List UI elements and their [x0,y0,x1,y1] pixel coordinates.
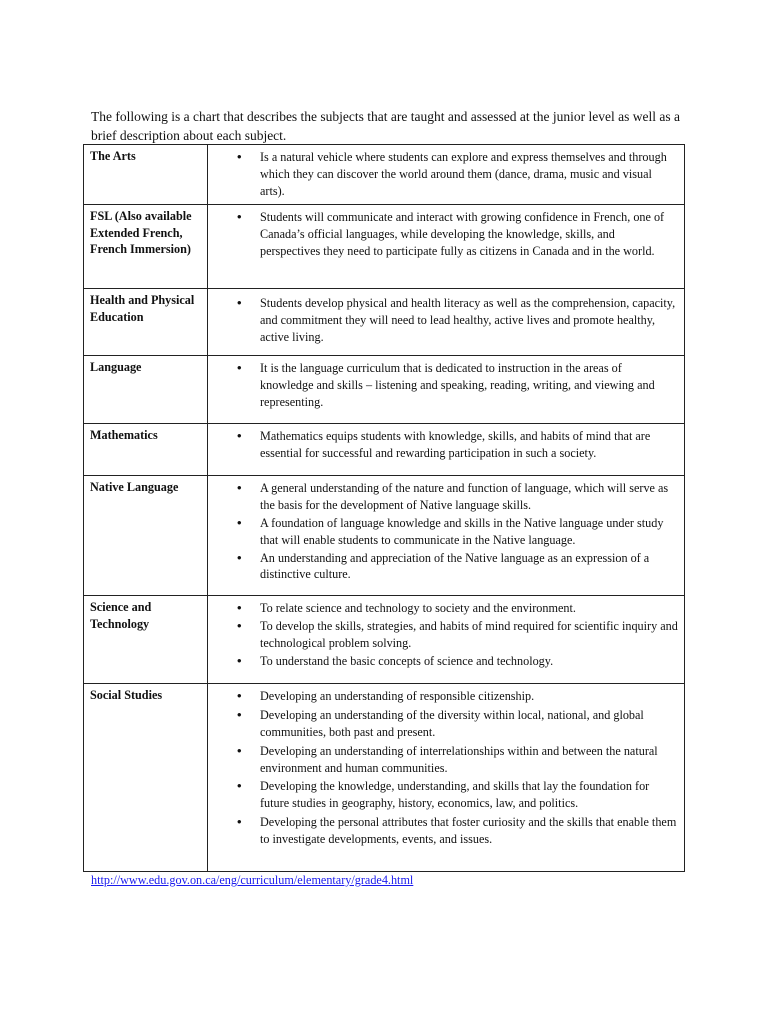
subject-name: FSL (Also available Extended French, French Immersion) [84,205,208,289]
subject-description [208,424,685,476]
table-row [84,596,685,684]
table-row [84,356,685,424]
list-item: • Developing an understanding of responsible citizenship. [260,688,678,705]
bullet-list [236,688,678,847]
bullet-list [236,480,678,583]
bullet-list [236,295,678,345]
subject-description [208,684,685,872]
list-item: • Developing an understanding of interrelationships within and between the natural environment and human communities. [260,743,678,777]
subject-description [208,289,685,356]
subject-name: Mathematics [84,424,208,476]
list-item: • To understand the basic concepts of science and technology. [260,653,678,670]
bullet-list [236,360,678,410]
bullet-list [236,600,678,669]
list-item: • An understanding and appreciation of the Native language as an expression of a distinctive culture. [260,550,678,584]
list-item: • Students will communicate and interact with growing confidence in French, one of Canada’s official languages, while developing the knowledge, skills, and perspectives they need to participate fully as citizens in Canada and in the world. [260,209,678,259]
list-item: • A foundation of language knowledge and skills in the Native language under study that will enable students to communicate in the Native language. [260,515,678,549]
intro-paragraph: The following is a chart that describes the subjects that are taught and assessed at the junior level as well as a brief description about each subject. [91,108,680,143]
bullet-list [236,149,678,199]
bullet-list [236,209,678,259]
subject-name: Native Language [84,476,208,596]
subject-name: Language [84,356,208,424]
bullet-list [236,428,678,462]
list-item: • Mathematics equips students with knowledge, skills, and habits of mind that are essential for successful and rewarding participation in such a society. [260,428,678,462]
table-row [84,476,685,596]
source-link[interactable]: http://www.edu.gov.on.ca/eng/curriculum/elementary/grade4.html [91,873,414,887]
subject-name: Social Studies [84,684,208,872]
subject-description [208,145,685,205]
table-row [84,424,685,476]
table-row [84,205,685,289]
list-item: • To relate science and technology to society and the environment. [260,600,678,617]
list-item: • A general understanding of the nature and function of language, which will serve as the basis for the development of Native language skills. [260,480,678,514]
table-row [84,684,685,872]
subjects-table [83,144,685,872]
subject-description [208,205,685,289]
list-item: • To develop the skills, strategies, and habits of mind required for scientific inquiry and technological problem solving. [260,618,678,652]
table-row [84,289,685,356]
table-row [84,145,685,205]
subject-name: Health and Physical Education [84,289,208,356]
list-item: • Developing the personal attributes that foster curiosity and the skills that enable them to investigate developments, events, and issues. [260,814,678,848]
list-item: • Developing the knowledge, understanding, and skills that lay the foundation for future studies in geography, history, economics, law, and politics. [260,778,678,812]
subject-description [208,596,685,684]
list-item: • Developing an understanding of the diversity within local, national, and global communities, both past and present. [260,707,678,741]
subject-name: The Arts [84,145,208,205]
list-item: • Students develop physical and health literacy as well as the comprehension, capacity, and commitment they will need to lead healthy, active lives and promote healthy, active living. [260,295,678,345]
list-item: • Is a natural vehicle where students can explore and express themselves and through which they can discover the world around them (dance, drama, music and visual arts). [260,149,678,199]
subject-description [208,476,685,596]
subject-name: Science and Technology [84,596,208,684]
subject-description [208,356,685,424]
list-item: • It is the language curriculum that is dedicated to instruction in the areas of knowledge and skills – listening and speaking, reading, writing, and viewing and representing. [260,360,678,410]
